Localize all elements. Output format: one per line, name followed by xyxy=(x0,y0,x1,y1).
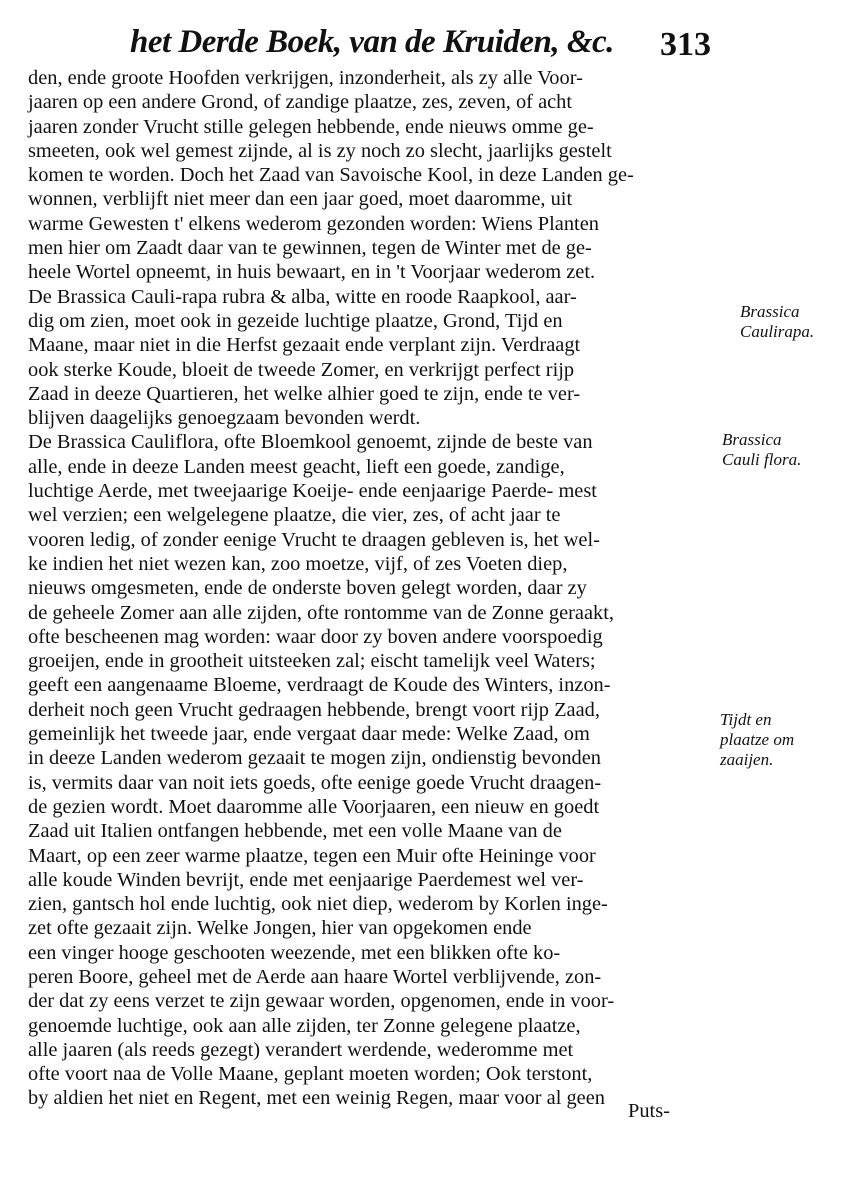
margin-note-brassica-cauliflora xyxy=(722,430,841,470)
text-line: jaaren zonder Vrucht stille gelegen hebbende, ende nieuws omme ge- xyxy=(28,115,594,138)
text-line: blijven daagelijks genoegzaam bevonden werdt. xyxy=(28,407,421,430)
text-line: den, ende groote Hoofden verkrijgen, inzonderheit, als zy alle Voor- xyxy=(28,67,583,89)
text-line: is, vermits daar van noit iets goeds, ofte eenige goede Vrucht draagen- xyxy=(28,771,602,794)
text-line: luchtige Aerde, met tweejaarige Koeije- ende eenjaarige Paerde- mest xyxy=(28,480,597,503)
text-line: een vinger hooge geschooten weezende, met een blikken ofte ko- xyxy=(28,941,561,964)
text-line: genoemde luchtige, ook aan alle zijden, ter Zonne gelegene plaatze, xyxy=(28,1014,581,1037)
text-line: Zaad in deeze Quartieren, het welke alhier goed te zijn, ende te ver- xyxy=(28,382,581,405)
text-line: peren Boore, geheel met de Aerde aan haare Wortel verblijvende, zon- xyxy=(28,965,602,988)
text-line: zet ofte gezaait zijn. Welke Jongen, hier van opgekomen ende xyxy=(28,917,532,940)
text-line: geeft een aangenaame Bloeme, verdraagt de Koude des Winters, inzon- xyxy=(28,674,611,697)
text-line: De Brassica Cauli-rapa rubra & alba, witte en roode Raapkool, aar- xyxy=(28,285,577,308)
text-line: nieuws omgesmeten, ende de onderste boven gelegt worden, daar zy xyxy=(28,577,587,600)
margin-note-sowing-time xyxy=(720,710,840,770)
text-line: by aldien het niet en Regent, met een weinig Regen, maar voor al geen xyxy=(28,1087,605,1110)
text-line: Zaad uit Italien ontfangen hebbende, met een volle Maane van de xyxy=(28,820,562,843)
margin-note-line: Brassica xyxy=(740,302,800,321)
text-line: zien, gantsch hol ende luchtig, ook niet diep, wederom by Korlen inge- xyxy=(28,893,608,916)
text-line: groeijen, ende in grootheit uitsteeken zal; eischt tamelijk veel Waters; xyxy=(28,650,596,673)
margin-note-line: Caulirapa. xyxy=(740,322,815,341)
text-line: men hier om Zaadt daar van te gewinnen, tegen de Winter met de ge- xyxy=(28,237,592,260)
text-line: De Brassica Cauliflora, ofte Bloemkool genoemt, zijnde de beste van xyxy=(28,431,593,454)
text-line: ofte voort naa de Volle Maane, geplant moeten worden; Ook terstont, xyxy=(28,1063,593,1086)
margin-note-brassica-caulirapa xyxy=(740,302,841,342)
text-line: dig om zien, moet ook in gezeide luchtige plaatze, Grond, Tijd en xyxy=(28,309,563,332)
text-line: wonnen, verblijft niet meer dan een jaar goed, moet daaromme, uit xyxy=(28,188,573,211)
text-line: de gezien wordt. Moet daaromme alle Voorjaaren, een nieuw en goedt xyxy=(28,795,600,818)
text-line: ook sterke Koude, bloeit de tweede Zomer, en verkrijgt perfect rijp xyxy=(28,358,575,381)
text-line: alle, ende in deeze Landen meest geacht, lieft een goede, zandige, xyxy=(28,455,565,478)
catchword: Puts- xyxy=(628,1100,670,1122)
text-line: heele Wortel opneemt, in huis bewaart, en in 't Voorjaar wederom zet. xyxy=(28,261,596,284)
text-line: vooren ledig, of zonder eenige Vrucht te draagen gebleven is, het wel- xyxy=(28,528,600,551)
margin-note-line: Cauli flora. xyxy=(722,450,802,469)
page-number: 313 xyxy=(660,26,711,63)
text-line: gemeinlijk het tweede jaar, ende vergaat daar mede: Welke Zaad, om xyxy=(28,723,590,746)
margin-note-line: zaaijen. xyxy=(720,750,774,769)
text-line: wel verzien; een welgelegene plaatze, die vier, zes, of acht jaar te xyxy=(28,504,561,527)
text-line: jaaren op een andere Grond, of zandige plaatze, zes, zeven, of acht xyxy=(28,91,573,114)
text-line: ofte bescheenen mag worden: waar door zy boven andere voorspoedig xyxy=(28,625,603,648)
text-line: de geheele Zomer aan alle zijden, ofte rontomme van de Zonne geraakt, xyxy=(28,601,614,624)
text-line: komen te worden. Doch het Zaad van Savoische Kool, in deze Landen ge- xyxy=(28,164,634,187)
margin-note-line: Brassica xyxy=(722,430,782,449)
body-text xyxy=(28,66,718,1111)
text-line: in deeze Landen wederom gezaait te mogen zijn, ondienstig bevonden xyxy=(28,747,601,770)
running-head: het Derde Boek, van de Kruiden, &c. xyxy=(130,24,614,60)
text-line: Maane, maar niet in die Herfst gezaait ende verplant zijn. Verdraagt xyxy=(28,334,581,357)
text-line: smeeten, ook wel gemest zijnde, al is zy noch zo slecht, jaarlijks gestelt xyxy=(28,139,612,162)
text-line: der dat zy eens verzet te zijn gewaar worden, opgenomen, ende in voor- xyxy=(28,990,615,1013)
page-header xyxy=(130,22,730,70)
text-line: derheit noch geen Vrucht gedraagen hebbende, brengt voort rijp Zaad, xyxy=(28,698,600,721)
text-line: alle koude Winden bevrijt, ende met eenjaarige Paerdemest wel ver- xyxy=(28,868,584,891)
text-line: Maart, op een zeer warme plaatze, tegen een Muir ofte Heininge voor xyxy=(28,844,596,867)
text-line: alle jaaren (als reeds gezegt) verandert werdende, wederomme met xyxy=(28,1038,574,1061)
margin-note-line: Tijdt en xyxy=(720,710,772,729)
text-line: ke indien het niet wezen kan, zoo moetze, vijf, of zes Voeten diep, xyxy=(28,552,568,575)
text-line: warme Gewesten t' elkens wederom gezonden worden: Wiens Planten xyxy=(28,212,599,235)
margin-note-line: plaatze om xyxy=(720,730,795,749)
